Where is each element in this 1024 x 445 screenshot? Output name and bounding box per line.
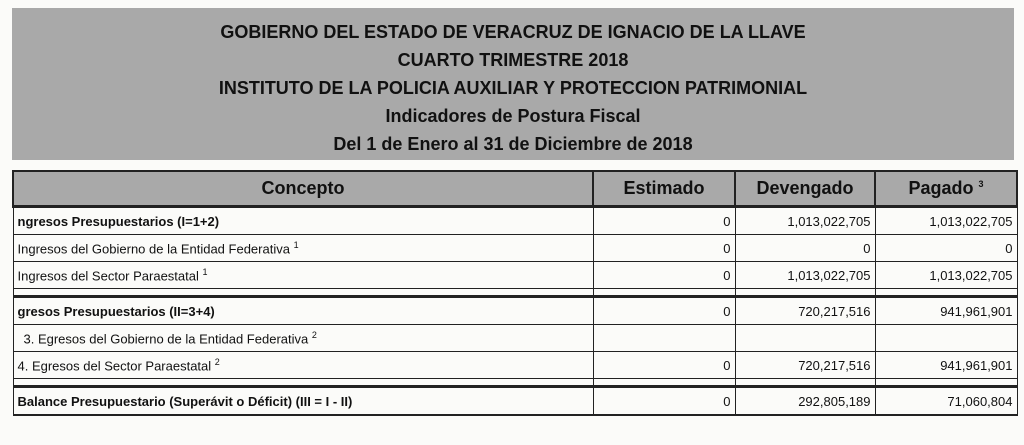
row-spacer — [13, 379, 1017, 387]
pagado-footnote: 3 — [978, 179, 984, 189]
column-header-devengado: Devengado — [735, 171, 875, 207]
row-label-text: Ingresos del Gobierno de la Entidad Federativa — [17, 241, 290, 257]
row-estimado: 0 — [593, 297, 735, 325]
header-period: CUARTO TRIMESTRE 2018 — [397, 50, 629, 70]
row-devengado: 1,013,022,705 — [735, 207, 875, 235]
table-row — [13, 207, 1017, 235]
row-footnote: 1 — [293, 239, 299, 250]
table-row — [13, 352, 1017, 379]
pagado-label: Pagado — [908, 178, 974, 198]
row-label-text: ngresos Presupuestarios (I=1+2) — [17, 213, 220, 229]
header-institute: INSTITUTO DE LA POLICIA AUXILIAR Y PROTECCION PATRIMONIAL — [218, 78, 808, 98]
row-estimado: 0 — [593, 387, 735, 416]
row-estimado: 0 — [593, 235, 735, 262]
row-devengado: 720,217,516 — [735, 297, 875, 325]
row-label-text: Ingresos del Sector Paraestatal — [17, 268, 199, 284]
row-pagado: 941,961,901 — [875, 352, 1017, 379]
row-estimado: 0 — [593, 207, 735, 235]
row-spacer — [13, 289, 1017, 297]
header-date-range: Del 1 de Enero al 31 de Diciembre de 2018 — [333, 134, 693, 154]
row-pagado — [875, 325, 1017, 352]
row-label — [13, 235, 593, 262]
row-devengado: 720,217,516 — [735, 352, 875, 379]
row-devengado: 1,013,022,705 — [735, 262, 875, 289]
row-footnote: 1 — [202, 266, 208, 277]
row-pagado: 941,961,901 — [875, 297, 1017, 325]
row-label — [13, 207, 593, 235]
column-header-pagado — [875, 171, 1017, 207]
table-row — [13, 235, 1017, 262]
row-devengado: 292,805,189 — [735, 387, 875, 416]
table-row — [13, 262, 1017, 289]
table-row-balance — [13, 387, 1017, 416]
row-label-text: gresos Presupuestarios (II=3+4) — [17, 303, 215, 319]
row-label-text: Balance Presupuestario (Superávit o Déficit) (III = I - II) — [17, 393, 353, 409]
row-pagado: 1,013,022,705 — [875, 262, 1017, 289]
row-devengado — [735, 325, 875, 352]
row-label — [13, 352, 593, 379]
report-header — [12, 8, 1014, 160]
column-header-estimado: Estimado — [593, 171, 735, 207]
table-row — [13, 297, 1017, 325]
fiscal-indicators-table — [12, 170, 1018, 416]
row-devengado: 0 — [735, 235, 875, 262]
row-pagado: 1,013,022,705 — [875, 207, 1017, 235]
table-row — [13, 325, 1017, 352]
column-header-concepto: Concepto — [13, 171, 593, 207]
row-estimado: 0 — [593, 352, 735, 379]
row-footnote: 2 — [214, 356, 220, 367]
row-label — [13, 387, 593, 416]
row-label — [13, 325, 593, 352]
row-footnote: 2 — [311, 329, 317, 340]
header-government: GOBIERNO DEL ESTADO DE VERACRUZ DE IGNACIO DE LA LLAVE — [220, 22, 806, 42]
row-label-text: 3. Egresos del Gobierno de la Entidad Federativa — [23, 331, 309, 347]
row-pagado: 0 — [875, 235, 1017, 262]
row-label — [13, 262, 593, 289]
row-estimado: 0 — [593, 262, 735, 289]
row-pagado: 71,060,804 — [875, 387, 1017, 416]
header-report-title: Indicadores de Postura Fiscal — [385, 106, 641, 126]
table-header-row — [13, 171, 1017, 207]
row-label — [13, 297, 593, 325]
row-estimado — [593, 325, 735, 352]
row-label-text: 4. Egresos del Sector Paraestatal — [17, 358, 212, 374]
